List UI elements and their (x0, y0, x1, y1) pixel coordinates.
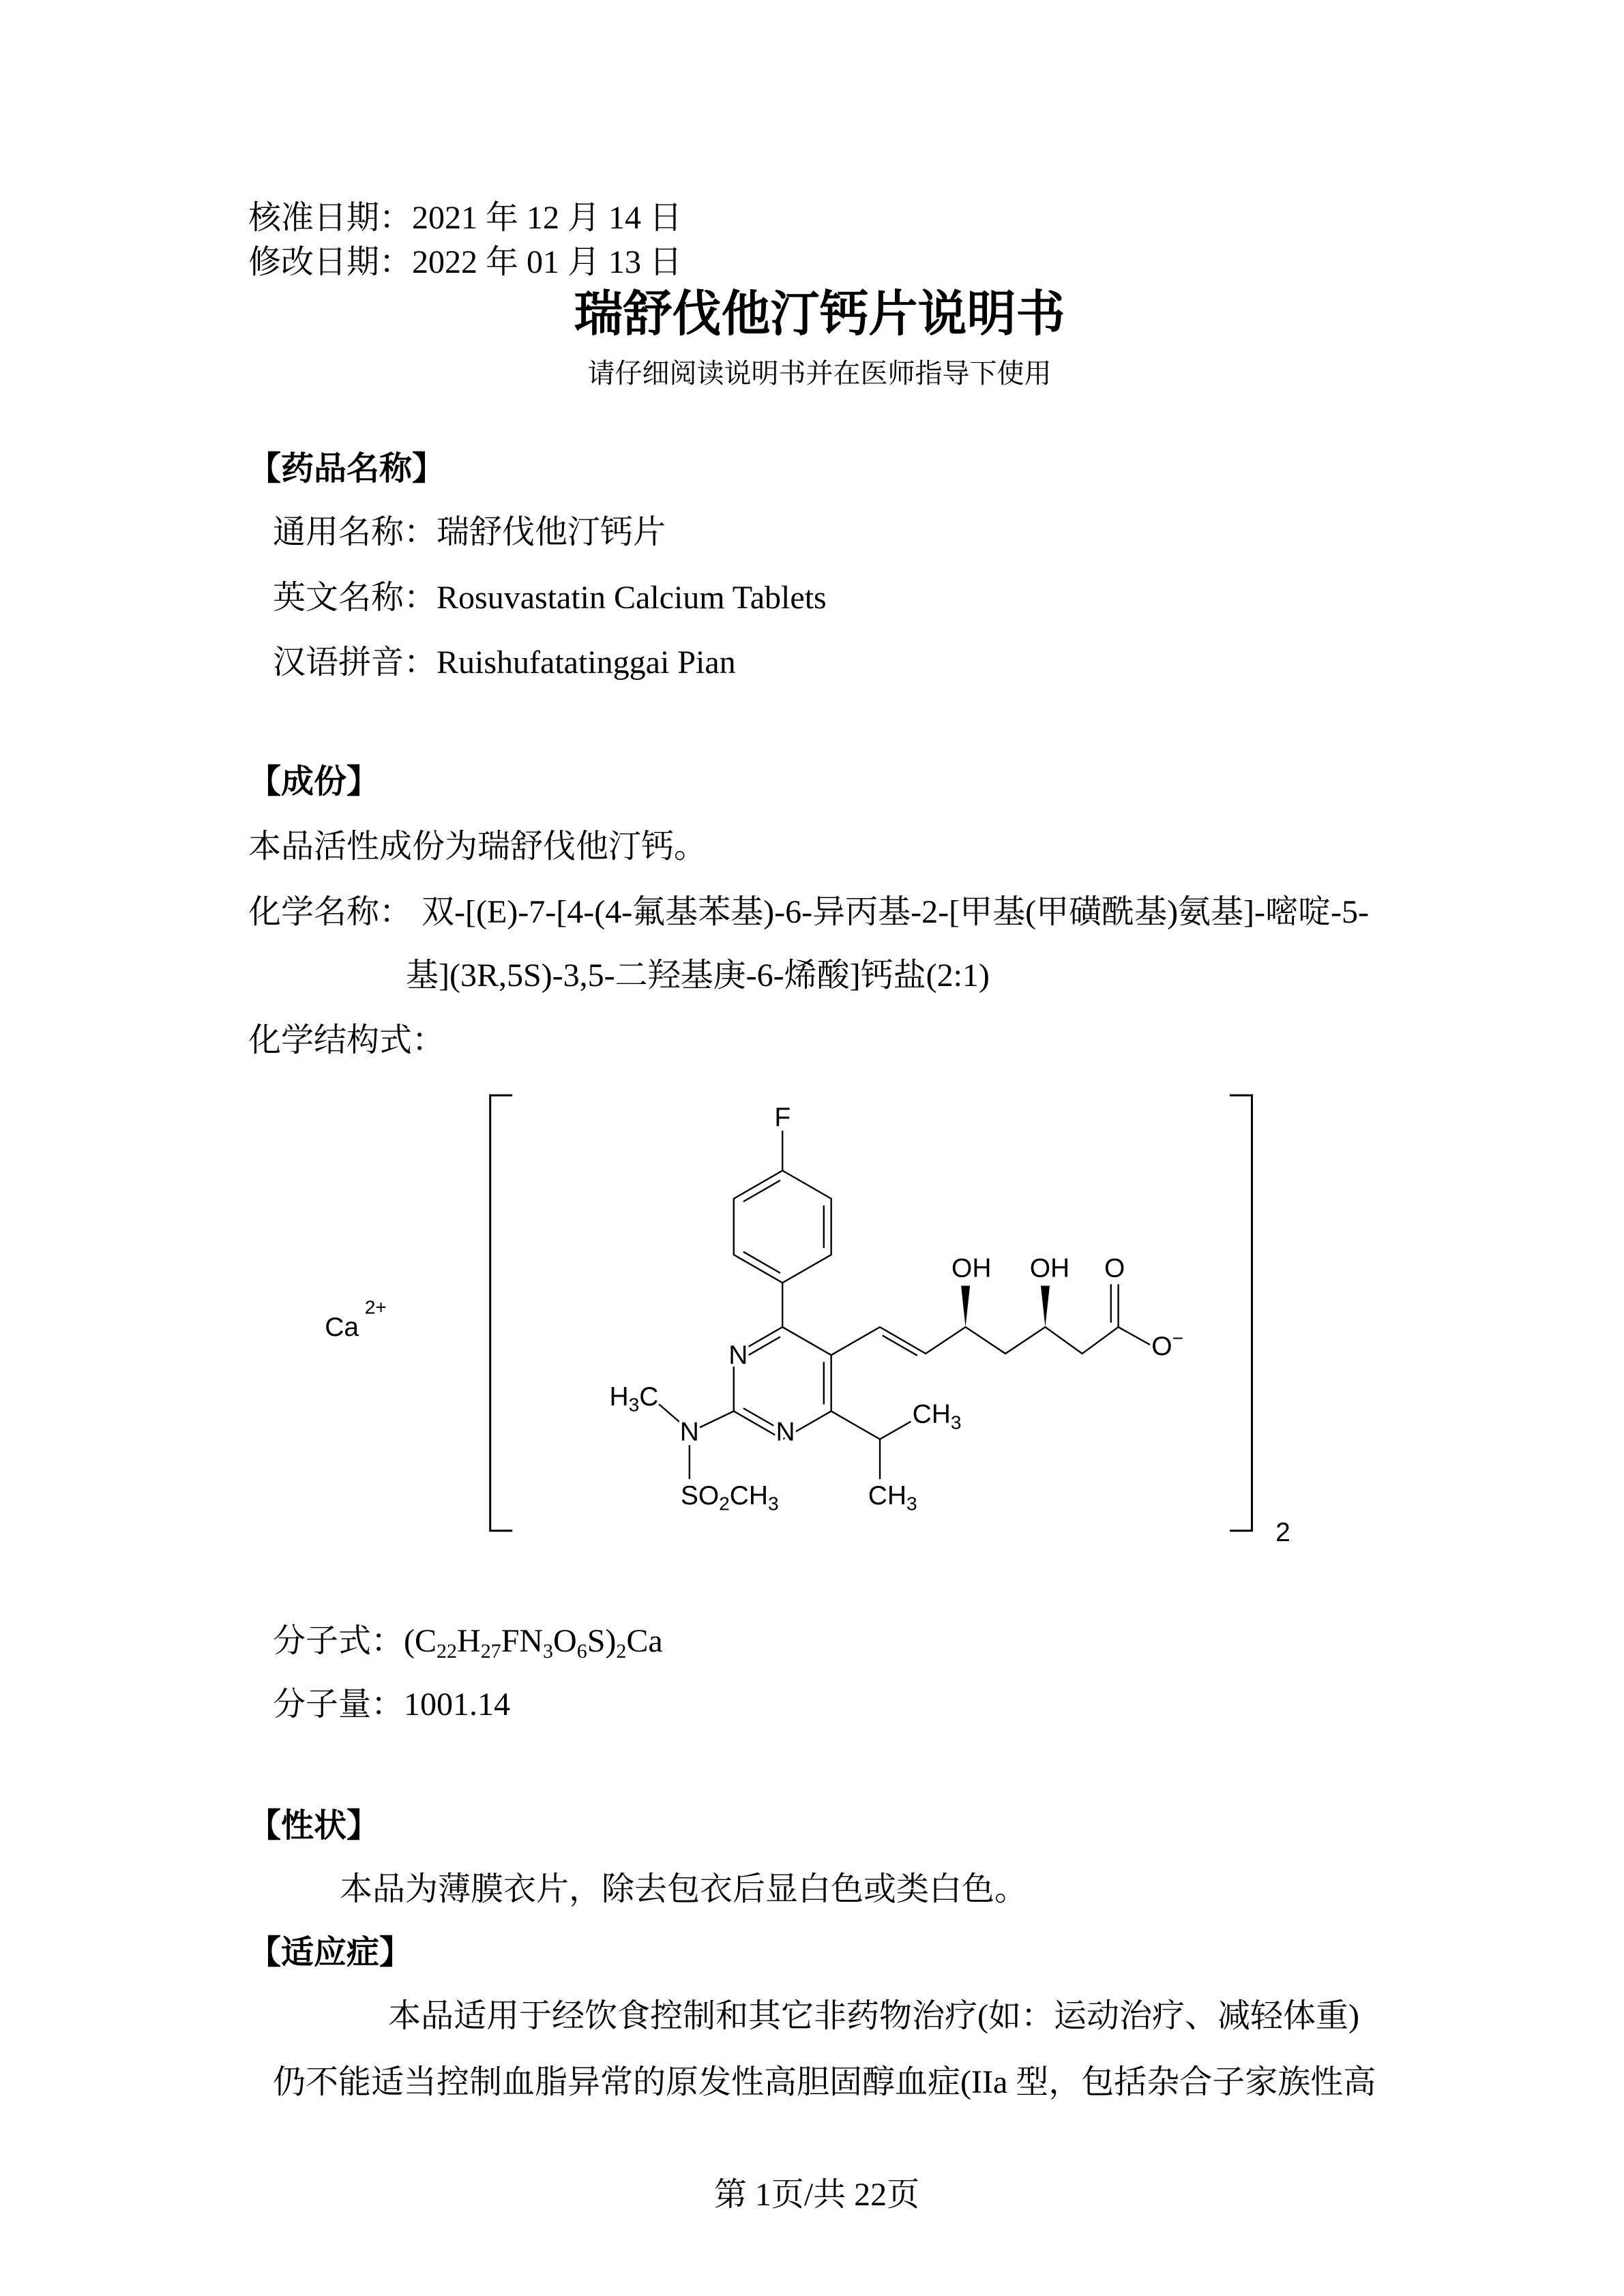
formula-part: Ca (626, 1623, 663, 1659)
calcium-charge: 2+ (364, 1296, 387, 1318)
section-heading-description: 【性状】 (248, 1808, 380, 1844)
hydroxyl-label: OH (1029, 1253, 1070, 1283)
chemical-name-line2: 基](3R,5S)-3,5-二羟基庚-6-烯酸]钙盐(2:1) (406, 957, 990, 994)
description-text: 本品为薄膜衣片，除去包衣后显白色或类白色。 (340, 1871, 1028, 1907)
isopropyl-methyl-label (913, 1400, 962, 1433)
fluorophenyl-ring (734, 1171, 831, 1283)
n-methyl-subscript: 3 (628, 1394, 640, 1416)
document-subtitle: 请仔细阅读说明书并在医师指导下使用 (587, 359, 1052, 389)
chemical-name-line1: 双-[(E)-7-[4-(4-氟基苯基)-6-异丙基-2-[甲基(甲磺酰基)氨基]-嘧啶-5- (422, 894, 1369, 930)
molecular-weight-row (273, 1685, 510, 1725)
hydroxyl-label: OH (951, 1253, 992, 1283)
methyl-ch: CH (912, 1399, 951, 1429)
bond-ring-sulfonamide-nitrogen (700, 1411, 734, 1427)
pyrimidine-double-bond (743, 1408, 773, 1426)
section-heading-drug-name: 【药品名称】 (248, 451, 445, 487)
generic-name-value: 瑞舒伐他汀钙片 (437, 514, 666, 550)
sulfonyl-ch: CH (729, 1480, 769, 1510)
n-methyl-label (610, 1382, 659, 1416)
formula-part: FN (501, 1623, 544, 1659)
generic-name-label: 通用名称： (273, 514, 437, 550)
molecular-weight-label: 分子量： (273, 1686, 404, 1723)
left-bracket (490, 1095, 512, 1530)
chemical-name-label: 化学名称： (248, 894, 413, 930)
sulfonyl-subscript: 2 (719, 1493, 730, 1515)
formula-part: (C (404, 1623, 437, 1659)
pinyin-name-label: 汉语拼音： (273, 644, 437, 681)
stereo-wedge-bond (961, 1285, 970, 1327)
bond-carbon-oxide (1119, 1327, 1151, 1345)
molecular-formula-label: 分子式： (273, 1623, 404, 1659)
chemical-structure-diagram (295, 1085, 1329, 1550)
carboxylate-oxygen-symbol: O (1151, 1332, 1172, 1362)
stereo-wedge-bond (1041, 1285, 1050, 1327)
sulfonyl-so: SO (680, 1480, 720, 1510)
formula-part: S) (587, 1623, 617, 1659)
ring-nitrogen-label: N (776, 1417, 795, 1447)
phenyl-double-bond (743, 1252, 780, 1273)
formula-subscript: 22 (437, 1640, 458, 1663)
carbonyl-oxygen-label: O (1104, 1253, 1125, 1283)
generic-name-row (273, 513, 666, 552)
formula-part: H (457, 1623, 481, 1659)
document-title: 瑞舒伐他汀钙片说明书 (574, 287, 1065, 342)
molecular-weight-value: 1001.14 (404, 1686, 511, 1723)
formula-subscript: 27 (480, 1640, 501, 1663)
isopropyl-bonds (831, 1411, 911, 1439)
structure-label: 化学结构式： (248, 1022, 445, 1058)
active-ingredient-text: 本品活性成份为瑞舒伐他汀钙。 (248, 829, 707, 865)
methyl-subscript: 3 (906, 1493, 917, 1515)
indications-text-line: 仍不能适当控制血脂异常的原发性高胆固醇血症(IIa 型，包括杂合子家族性高 (273, 2064, 1376, 2100)
indications-text-line: 本品适用于经饮食控制和其它非药物治疗(如：运动治疗、减轻体重) (388, 1998, 1359, 2034)
methanesulfonyl-label (681, 1481, 779, 1515)
pyrimidine-double-bond (748, 1337, 780, 1355)
fluorine-atom-label: F (774, 1103, 791, 1133)
molecular-formula-row (273, 1622, 663, 1661)
sulfonamide-nitrogen-label: N (679, 1417, 699, 1447)
carboxylate-oxygen-label (1151, 1328, 1183, 1361)
phenyl-double-bond (743, 1180, 780, 1202)
pinyin-name-value: Ruishufatatinggai Pian (437, 644, 736, 681)
formula-part: O (553, 1623, 577, 1659)
n-methyl-h: H (609, 1382, 629, 1412)
formula-subscript: 2 (616, 1640, 627, 1663)
section-heading-composition: 【成份】 (248, 764, 380, 800)
methyl-subscript: 3 (950, 1412, 962, 1433)
approval-date: 核准日期：2021 年 12 月 14 日 (248, 200, 683, 236)
calcium-symbol: Ca (325, 1313, 359, 1343)
carboxylate-charge: − (1172, 1328, 1184, 1350)
methyl-ch: CH (868, 1480, 906, 1510)
formula-subscript: 3 (543, 1640, 554, 1663)
bracket-multiplier: 2 (1275, 1517, 1290, 1547)
isopropyl-methyl-label (868, 1481, 917, 1515)
bond-nitrogen-methyl (658, 1404, 680, 1423)
molecular-formula (404, 1623, 663, 1663)
page-number: 第 1页/共 22页 (713, 2177, 920, 2213)
formula-subscript: 6 (576, 1640, 587, 1663)
chemical-name-row (248, 893, 1369, 932)
section-heading-indications: 【适应症】 (248, 1935, 413, 1971)
ring-nitrogen-label: N (728, 1341, 748, 1371)
right-bracket (1230, 1095, 1252, 1530)
n-methyl-c: C (639, 1382, 659, 1412)
english-name-value: Rosuvastatin Calcium Tablets (437, 580, 827, 616)
english-name-label: 英文名称： (273, 580, 437, 616)
sulfonyl-methyl-subscript: 3 (768, 1493, 779, 1515)
revision-date: 修改日期：2022 年 01 月 13 日 (248, 244, 683, 280)
pinyin-name-row (273, 643, 736, 683)
english-name-row (273, 578, 827, 618)
calcium-counterion-label (325, 1297, 387, 1342)
heptenoate-chain (831, 1327, 1119, 1355)
